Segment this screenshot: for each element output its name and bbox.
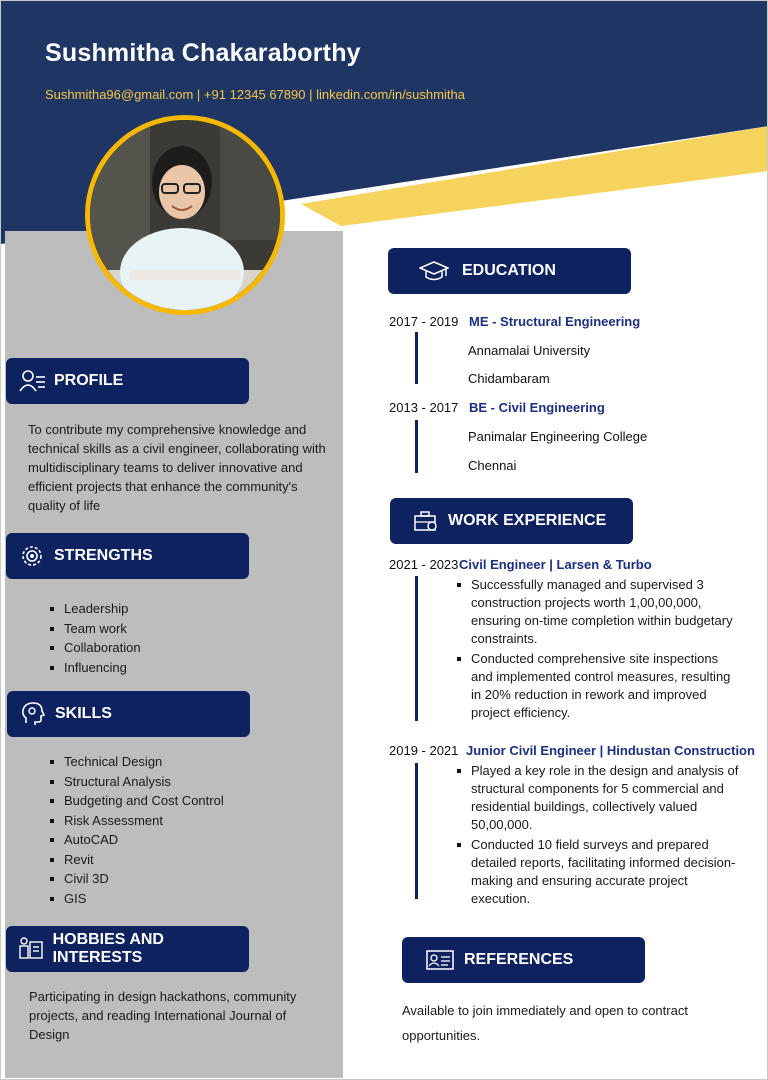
list-item: Civil 3D (50, 869, 224, 889)
hobbies-text: Participating in design hackathons, community projects, and reading International Journal of Design (29, 989, 297, 1042)
timeline-line (415, 763, 418, 899)
work-header (390, 498, 633, 544)
education-degree: ME - Structural Engineering (469, 314, 641, 329)
strengths-header (6, 533, 249, 579)
list-item: Team work (50, 619, 141, 639)
list-item: Influencing (50, 658, 141, 678)
list-item: Revit (50, 850, 224, 870)
education-city: Chidambaram (468, 371, 550, 386)
job-years: 2019 - 2021 (389, 743, 459, 758)
profile-icon (16, 365, 48, 397)
profile-photo (85, 115, 285, 315)
skills-list (50, 752, 224, 908)
skills-title: SKILLS (55, 705, 112, 722)
timeline-line (415, 576, 418, 721)
references-title: REFERENCES (464, 951, 574, 968)
work-title: WORK EXPERIENCE (448, 512, 607, 529)
list-item: AutoCAD (50, 830, 224, 850)
head-icon (17, 698, 49, 730)
list-item: Played a key role in the design and analysis of structural components for 5 commercial and residential buildings, collectively valued 50,00,000. (457, 762, 745, 834)
education-degree: BE - Civil Engineering (469, 400, 605, 415)
list-item: Successfully managed and supervised 3 construction projects worth 1,00,00,000, ensuring on-time completion within budgetary constraints. (457, 576, 742, 648)
education-years: 2013 - 2017 (389, 400, 459, 415)
briefcase-icon (410, 505, 442, 537)
education-city: Chennai (468, 458, 517, 473)
timeline-line (415, 420, 418, 473)
education-institution: Panimalar Engineering College (468, 429, 648, 444)
profile-text: To contribute my comprehensive knowledge and technical skills as a civil engineer, collaborating with multidisciplinary teams to deliver innovative and efficient projects that enhance the community's quality of life (28, 422, 326, 513)
timeline-line (415, 332, 418, 384)
list-item: Technical Design (50, 752, 224, 772)
references-header (402, 937, 645, 983)
list-item: GIS (50, 889, 224, 909)
job-years: 2021 - 2023 (389, 557, 459, 572)
hobbies-header (6, 926, 249, 972)
education-header (388, 248, 631, 294)
list-item: Budgeting and Cost Control (50, 791, 224, 811)
job-responsibilities (457, 762, 745, 910)
profile-title: PROFILE (54, 372, 124, 389)
education-institution: Annamalai University (468, 343, 591, 358)
hobbies-icon (16, 933, 47, 965)
job-responsibilities (457, 576, 742, 724)
list-item: Collaboration (50, 638, 141, 658)
profile-header (6, 358, 249, 404)
hobbies-title: HOBBIES AND INTERESTS (52, 931, 164, 966)
list-item: Conducted 10 field surveys and prepared detailed reports, facilitating informed decision-making and ensuring accurate project execution. (457, 836, 745, 908)
strengths-list (50, 599, 141, 677)
education-years: 2017 - 2019 (389, 314, 459, 329)
list-item: Risk Assessment (50, 811, 224, 831)
list-item: Conducted comprehensive site inspections and implemented control measures, resulting in 20% reduction in rework and improved project efficiency. (457, 650, 742, 722)
id-card-icon (424, 944, 456, 976)
references-text: Available to join immediately and open to contract opportunities. (402, 1003, 688, 1043)
education-title: EDUCATION (462, 262, 556, 279)
job-role: Civil Engineer | Larsen & Turbo (459, 557, 652, 572)
graduation-cap-icon (418, 255, 450, 287)
contact-line: Sushmitha96@gmail.com | +91 12345 67890 | linkedin.com/in/sushmitha (45, 87, 465, 102)
strengths-title: STRENGTHS (54, 547, 153, 564)
candidate-name: Sushmitha Chakaraborthy (45, 39, 361, 67)
list-item: Leadership (50, 599, 141, 619)
list-item: Structural Analysis (50, 772, 224, 792)
gear-icon (16, 540, 48, 572)
job-role: Junior Civil Engineer | Hindustan Construction (466, 743, 755, 758)
skills-header (7, 691, 250, 737)
